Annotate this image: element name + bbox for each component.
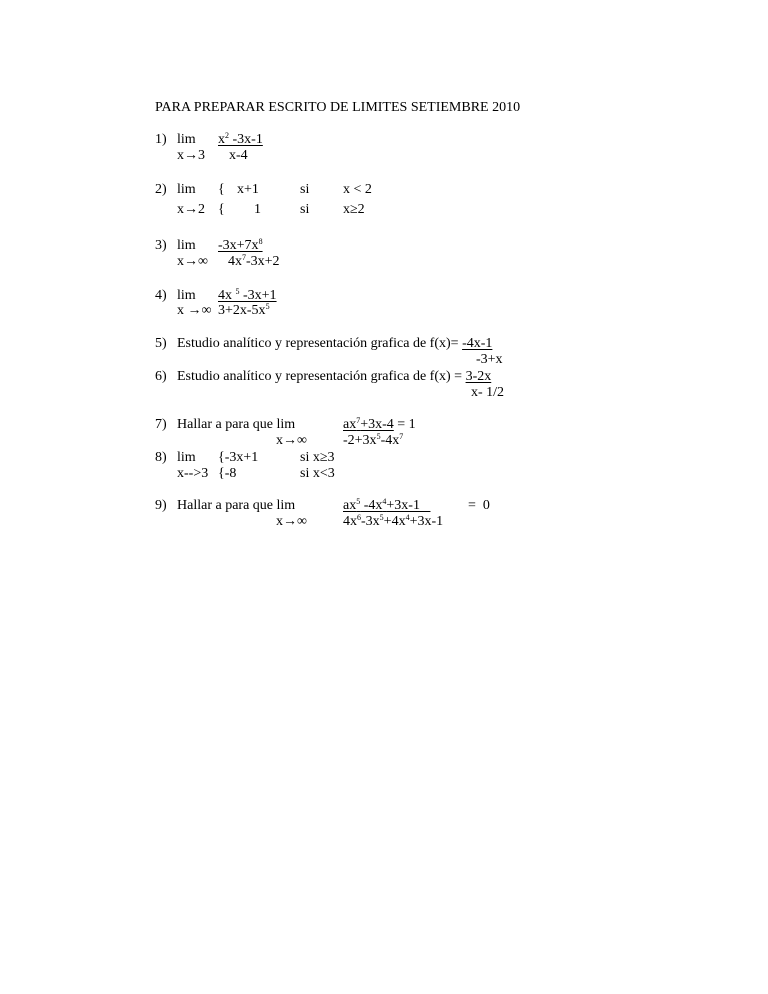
piecewise-brace: { [218, 202, 225, 217]
problem-number: 8) [155, 450, 167, 465]
limit-subscript: x→3 [177, 148, 205, 163]
limit-subscript: x→2 [177, 202, 205, 217]
limit-subscript: x→∞ [276, 514, 307, 529]
piece-condition: x < 2 [343, 182, 372, 197]
problem-number: 4) [155, 288, 167, 303]
problem-statement: Estudio analítico y representación grafica de f(x)= -4x-1 [177, 336, 493, 351]
piece-expression: 1 [254, 202, 261, 217]
piece-si: si [300, 182, 310, 197]
fraction-denominator: $-2+3x^5-4x^7$ [343, 432, 404, 448]
piece-condition: x≥2 [343, 202, 365, 217]
piece-condition: si x≥3 [300, 450, 335, 465]
fraction-denominator: x-4 [229, 148, 248, 163]
fraction-numerator: $x^2$ -3x-1 [218, 131, 263, 147]
problem-statement: Hallar a para que lim [177, 417, 296, 432]
equals-value: = 0 [468, 498, 490, 513]
problem-number: 3) [155, 238, 167, 253]
equals-value: = 1 [393, 417, 416, 432]
fraction-numerator: 4x $^5$ -3x+1 [218, 287, 277, 303]
piece-expression: {-3x+1 [218, 450, 259, 465]
fraction-denominator: -3+x [476, 352, 503, 367]
fraction-denominator: x- 1/2 [471, 385, 505, 400]
limit-label: lim [177, 450, 196, 465]
limit-subscript: x-->3 [177, 466, 209, 481]
fraction-numerator: $ax^7+3x-4 = 1$ [343, 416, 416, 432]
limit-label: lim [177, 238, 196, 253]
piece-expression: x+1 [237, 182, 259, 197]
fraction-denominator: $4x^6-3x^5+4x^4+3x-1$ [343, 513, 444, 529]
limit-subscript: x→∞ [177, 254, 208, 269]
limit-subscript: x →∞ [177, 303, 212, 318]
problem-number: 2) [155, 182, 167, 197]
problem-number: 6) [155, 369, 167, 384]
problem-statement: Estudio analítico y representación grafica de f(x) = 3-2x [177, 369, 492, 384]
fraction-numerator: 3-2x [465, 369, 492, 384]
document-title: PARA PREPARAR ESCRITO DE LIMITES SETIEMBRE 2010 [155, 100, 521, 115]
fraction-denominator: $4x^7-3x+2$ [228, 253, 280, 269]
fraction-numerator: $ax^5$ $-4x^4+3x-1$ [343, 497, 431, 513]
fraction-denominator: $3+2x-5x^5$ [218, 302, 270, 318]
fraction-numerator: $-3x+7x^8$ [218, 237, 263, 253]
fraction-numerator: -4x-1 [462, 336, 493, 351]
problem-number: 1) [155, 132, 167, 147]
piece-si: si [300, 202, 310, 217]
limit-label: lim [177, 288, 196, 303]
piece-condition: si x<3 [300, 466, 335, 481]
problem-statement: Hallar a para que lim [177, 498, 296, 513]
problem-number: 5) [155, 336, 167, 351]
limit-label: lim [177, 182, 196, 197]
problem-number: 7) [155, 417, 167, 432]
problem-number: 9) [155, 498, 167, 513]
piecewise-brace: { [218, 182, 225, 197]
limit-label: lim [177, 132, 196, 147]
limit-subscript: x→∞ [276, 433, 307, 448]
piece-expression: {-8 [218, 466, 237, 481]
